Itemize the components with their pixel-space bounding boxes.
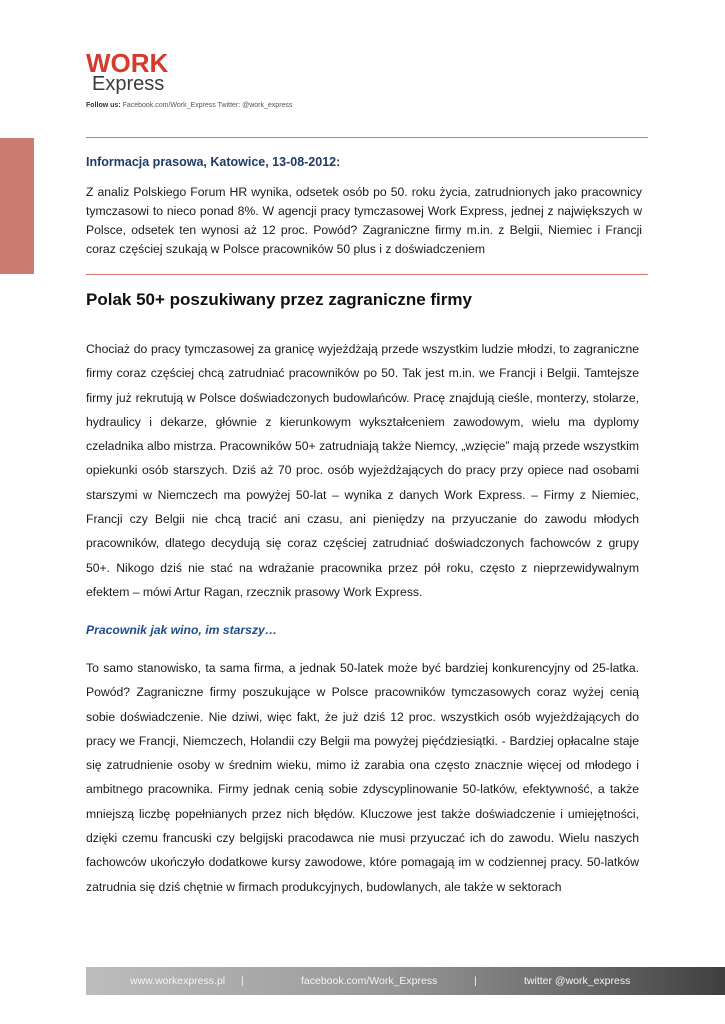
side-accent-bar	[0, 138, 34, 274]
logo-express-text: Express	[92, 73, 165, 95]
intro-divider	[86, 274, 648, 275]
article-title: Polak 50+ poszukiwany przez zagraniczne firmy	[86, 290, 472, 309]
article-subheading: Pracownik jak wino, im starszy…	[86, 623, 278, 637]
follow-label: Follow us:	[86, 102, 121, 109]
article-paragraph-2: To samo stanowisko, ta sama firma, a jednak 50-latek może być bardziej konkurencyjny od 25-latka. Powód? Zagraniczne firmy poszukujące w Polsce pracowników tymczasowych coraz wyżej cenią sobie doświadczenie. Nie dziwi, więc fakt, że już dziś 12 proc. wszystkich osób wyjeżdżających do pracy we Francji, Niemczech, Holandii czy Belgii ma powyżej pięćdziesiątki. - Bardziej opłacalne staje się zatrudnienie osoby w średnim wieku, mimo iż zarabia ona często znacznie więcej od młodego i ambitnego pracownika. Firmy jednak cenią sobie zdyscyplinowanie 50-latków, efektywność, a także mniejszą liczbę popełnianych przez nich błędów. Kluczowe jest także doświadczenie i umiejętności, dzięki czemu francuski czy belgijski pracodawca nie musi przyuczać ich do zawodu. Wielu naszych fachowców ukończyło dodatkowe kursy zawodowe, które pomagają im w codziennej pracy. 50-latków zatrudnia się dziś chętnie w firmach produkcyjnych, budowlanych, ale także w sektorach	[86, 661, 639, 894]
press-release-heading: Informacja prasowa, Katowice, 13-08-2012:	[86, 155, 341, 169]
footer-facebook[interactable]: facebook.com/Work_Express	[301, 975, 438, 987]
article-paragraph-1: Chociaż do pracy tymczasowej za granicę wyjeżdżają przede wszystkim ludzie młodzi, to zagraniczne firmy coraz częściej chcą zatrudniać pracowników po 50. Tak jest m.in. we Francji i Belgii. Tamtejsze firmy już rekrutują w Polsce doświadczonych budowlańców. Pracę znajdują cieśle, monterzy, stolarze, hydraulicy i dekarze, głównie z kierunkowym wykształceniem zawodowym, wielu ma dyplomy czeladnika albo mistrza. Pracowników 50+ zatrudniają także Niemcy, „wzięcie” mają przede wszystkim opiekunki osób starszych. Dziś aż 70 proc. osób wyjeżdżających do pracy przy opiece nad osobami starszymi w Niemczech ma powyżej 50-lat – wynika z danych Work Express. – Firmy z Niemiec, Francji czy Belgii nie chcą tracić ani czasu, ani pieniędzy na przyuczanie do zawodu młodych pracowników, dlatego decydują się coraz częściej zatrudniać doświadczonych fachowców z grupy 50+. Nikogo dziś nie stać na wdrażanie pracownika przez pół roku, często z nieprzewidywalnym efektem – mówi Artur Ragan, rzecznik prasowy Work Express.	[86, 342, 639, 599]
press-intro-text: Z analiz Polskiego Forum HR wynika, odsetek osób po 50. roku życia, zatrudnionych jako pracownicy tymczasowi to nieco ponad 8%. W agencji pracy tymczasowej Work Express, jednej z największych w Polsce, odsetek ten wynosi aż 12 proc. Powód? Zagraniczne firmy m.in. z Belgii, Niemiec i Francji coraz częściej szukają w Polsce pracowników 50 plus i z doświadczeniem	[86, 185, 642, 256]
footer-separator-2: |	[474, 975, 477, 987]
footer-website[interactable]: www.workexpress.pl	[130, 975, 226, 987]
footer-twitter[interactable]: twitter @work_express	[524, 975, 631, 987]
footer-separator-1: |	[241, 975, 244, 987]
follow-us-line	[86, 102, 292, 109]
logo-work-text: WORK	[86, 48, 169, 78]
company-logo	[86, 50, 206, 98]
top-divider	[86, 137, 648, 138]
follow-links: Facebook.com/Work_Express Twitter: @work_express	[122, 102, 293, 109]
footer-bar	[86, 967, 725, 995]
